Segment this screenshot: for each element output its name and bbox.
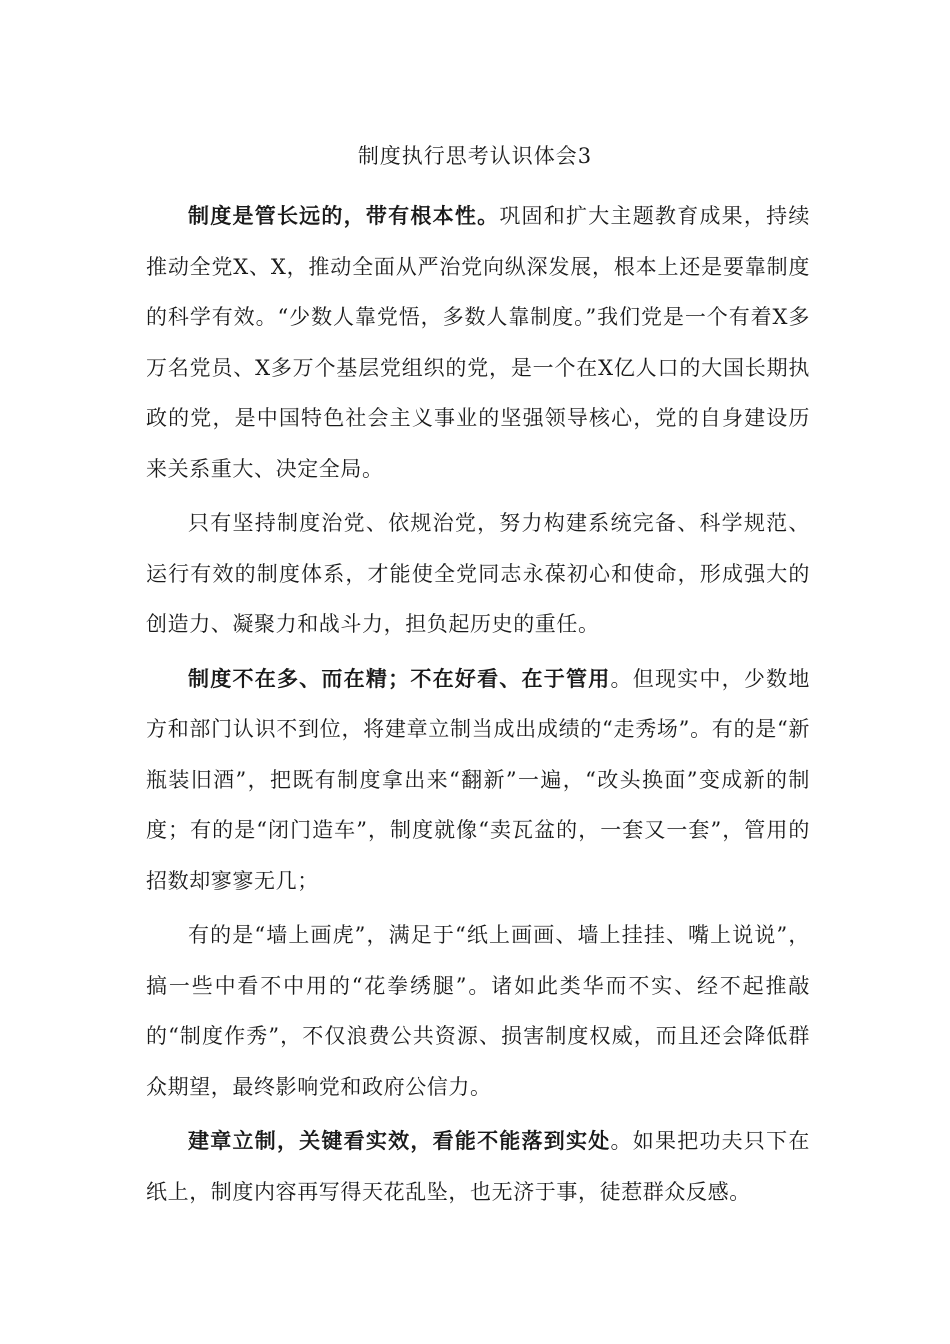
paragraph-5-text: 。如果把功夫只下在纸上，制度内容再写得天花乱坠，也无济于事，徒惹群众反感。 — [146, 1129, 810, 1204]
paragraph-4-text: 有的是“墙上画虎”，满足于“纸上画画、墙上挂挂、嘴上说说”，搞一些中看不中用的“花拳绣腿”。诸如此类华而不实、经不起推敲的“制度作秀”，不仅浪费公共资源、损害制度权威，而且还会降低群众期望，最终影响党和政府公信力。 — [146, 923, 810, 1099]
paragraph-5 — [146, 1116, 810, 1217]
paragraph-1-text: 巩固和扩大主题教育成果，持续推动全党X、X，推动全面从严治党向纵深发展，根本上还是要靠制度的科学有效。“少数人靠党悟，多数人靠制度。”我们党是一个有着X多万名党员、X多万个基层党组织的党，是一个在X亿人口的大国长期执政的党，是中国特色社会主义事业的坚强领导核心，党的自身建设历来关系重大、决定全局。 — [146, 204, 810, 481]
paragraph-4 — [146, 910, 810, 1112]
paragraph-1-lead: 制度是管长远的，带有根本性。 — [188, 203, 500, 228]
paragraph-1 — [146, 191, 810, 494]
document-body — [146, 191, 810, 1221]
paragraph-3 — [146, 654, 810, 907]
paragraph-2 — [146, 498, 810, 650]
paragraph-2-text: 只有坚持制度治党、依规治党，努力构建系统完备、科学规范、运行有效的制度体系，才能使全党同志永葆初心和使命，形成强大的创造力、凝聚力和战斗力，担负起历史的重任。 — [146, 511, 810, 636]
paragraph-3-lead: 制度不在多、而在精；不在好看、在于管用 — [188, 665, 611, 691]
paragraph-3-text: 。但现实中，少数地方和部门认识不到位，将建章立制当成出成绩的“走秀场”。有的是“新瓶装旧酒”，把既有制度拿出来“翻新”一遍，“改头换面”变成新的制度；有的是“闭门造车”，制度就像“卖瓦盆的，一套又一套”，管用的招数却寥寥无几； — [146, 666, 810, 893]
document-title: 制度执行思考认识体会3 — [357, 144, 593, 168]
paragraph-5-lead: 建章立制，关键看实效，看能不能落到实处 — [188, 1128, 611, 1153]
